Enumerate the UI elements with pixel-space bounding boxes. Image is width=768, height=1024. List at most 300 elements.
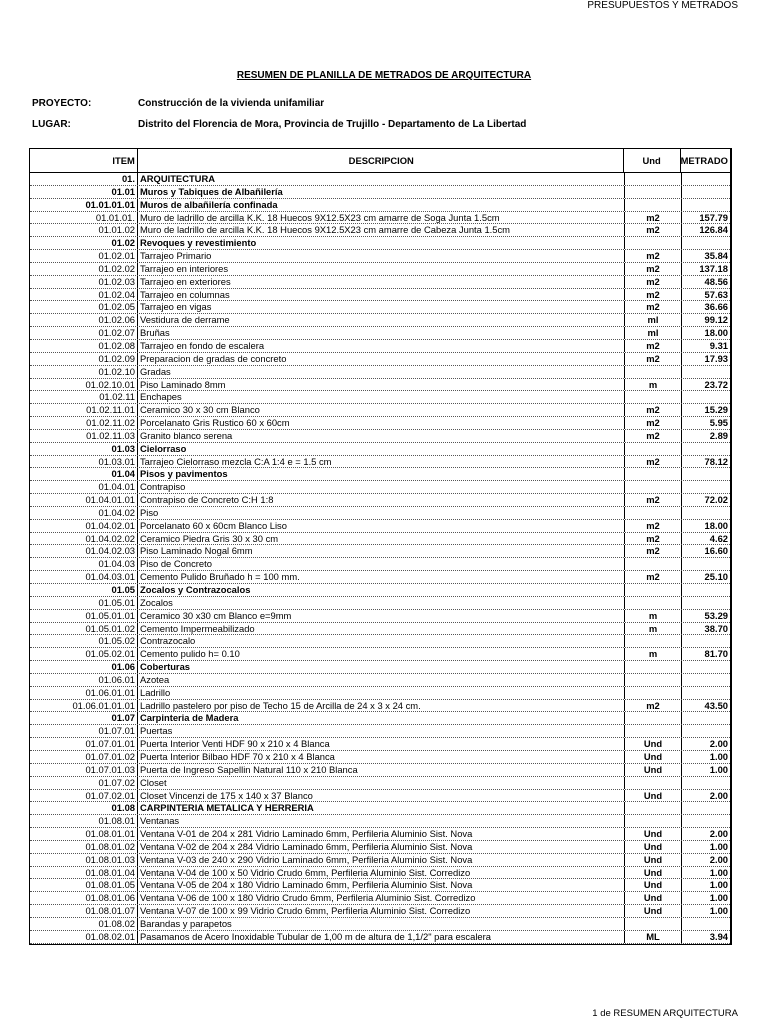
table-row <box>30 250 730 263</box>
place-label: LUGAR: <box>32 119 71 130</box>
cell-metrado: 38.70 <box>704 622 728 634</box>
cell-metrado: 2.00 <box>709 789 728 801</box>
table-row <box>30 468 730 481</box>
cell-und: m <box>625 610 682 622</box>
table-row <box>30 712 730 725</box>
cell-und <box>625 237 682 249</box>
cell-descripcion: Tarrajeo Cielorraso mezcla C:A 1:4 e = 1.5 cm <box>138 456 625 468</box>
cell-item: 01.05.02 <box>30 635 138 647</box>
cell-descripcion: Tarrajeo en columnas <box>138 289 625 301</box>
cell-metrado <box>682 674 730 686</box>
cell-descripcion: Preparacion de gradas de concreto <box>138 353 625 365</box>
cell-descripcion: Tarrajeo Primario <box>138 250 625 262</box>
cell-und: m <box>625 648 682 660</box>
cell-metrado: 18.00 <box>704 327 728 339</box>
cell-descripcion: Closet Vincenzi de 175 x 140 x 37 Blanco <box>138 790 625 802</box>
cell-item: 01.02.02 <box>30 263 138 275</box>
cell-descripcion: Cielorraso <box>138 443 625 455</box>
table-row <box>30 186 730 199</box>
cell-metrado <box>682 173 730 185</box>
cell-descripcion: Contrapiso de Concreto C:H 1:8 <box>138 494 625 506</box>
cell-und: Und <box>625 905 682 917</box>
table-row <box>30 494 730 507</box>
cell-descripcion: Zocalos <box>138 597 625 609</box>
cell-item: 01.04 <box>30 468 138 480</box>
cell-item: 01.08.01.03 <box>30 854 138 866</box>
cell-item: 01.04.03.01 <box>30 571 138 583</box>
cell-und: m <box>625 623 682 635</box>
cell-und: m2 <box>625 571 682 583</box>
cell-und: m2 <box>625 533 682 545</box>
cell-metrado <box>682 687 730 699</box>
col-header-descripcion: DESCRIPCION <box>138 149 624 172</box>
cell-metrado: 99.12 <box>704 314 728 326</box>
cell-metrado <box>682 777 730 789</box>
cell-und: m2 <box>625 289 682 301</box>
cell-und: Und <box>625 854 682 866</box>
cell-und <box>625 635 682 647</box>
cell-descripcion: Puerta Interior Bilbao HDF 70 x 210 x 4 Blanca <box>138 751 625 763</box>
cell-item: 01.02.05 <box>30 301 138 313</box>
cell-item: 01.02 <box>30 237 138 249</box>
table-row <box>30 276 730 289</box>
cell-metrado: 1.00 <box>709 866 728 878</box>
cell-descripcion: CARPINTERIA METALICA Y HERRERIA <box>138 802 625 814</box>
table-row <box>30 289 730 302</box>
cell-descripcion: Puerta Interior Venti HDF 90 x 210 x 4 Blanca <box>138 738 625 750</box>
table-header-row <box>30 149 730 173</box>
table-row <box>30 815 730 828</box>
cell-und <box>625 725 682 737</box>
cell-metrado <box>682 366 730 378</box>
cell-item: 01.02.08 <box>30 340 138 352</box>
cell-item: 01.02.11.03 <box>30 430 138 442</box>
cell-descripcion: Pisos y pavimentos <box>138 468 625 480</box>
cell-descripcion: Barandas y parapetos <box>138 918 625 930</box>
cell-metrado: 2.00 <box>709 828 728 840</box>
cell-descripcion: Puertas <box>138 725 625 737</box>
table-row <box>30 456 730 469</box>
cell-item: 01.01.02 <box>30 224 138 236</box>
cell-metrado: 78.12 <box>704 455 728 467</box>
cell-item: 01.03 <box>30 443 138 455</box>
cell-descripcion: Cemento pulido h= 0.10 <box>138 648 625 660</box>
cell-und <box>625 481 682 493</box>
cell-descripcion: Ventana V-06 de 100 x 180 Vidrio Crudo 6mm, Perfileria Aluminio Sist. Corredizo <box>138 892 625 904</box>
table-row <box>30 610 730 623</box>
cell-metrado: 157.79 <box>699 211 728 223</box>
table-row <box>30 443 730 456</box>
cell-und: ML <box>625 931 682 943</box>
project-label: PROYECTO: <box>32 98 92 109</box>
cell-descripcion: Ventana V-03 de 240 x 290 Vidrio Laminado 6mm, Perfileria Aluminio Sist. Nova <box>138 854 625 866</box>
cell-descripcion: Muro de ladrillo de arcilla K.K. 18 Huecos 9X12.5X23 cm amarre de Cabeza Junta 1.5cm <box>138 224 625 236</box>
cell-descripcion: Ceramico 30 x 30 cm Blanco <box>138 404 625 416</box>
cell-und: m2 <box>625 301 682 313</box>
cell-item: 01.02.04 <box>30 289 138 301</box>
cell-item: 01.05.02.01 <box>30 648 138 660</box>
cell-und <box>625 468 682 480</box>
page-footer: 1 de RESUMEN ARQUITECTURA <box>592 1008 738 1019</box>
cell-descripcion: Zocalos y Contrazocalos <box>138 584 625 596</box>
cell-item: 01.02.10 <box>30 366 138 378</box>
cell-item: 01.05.01.01 <box>30 610 138 622</box>
cell-metrado <box>682 597 730 609</box>
cell-metrado <box>682 507 730 519</box>
cell-und <box>625 366 682 378</box>
cell-metrado: 1.00 <box>709 840 728 852</box>
table-row <box>30 841 730 854</box>
cell-item: 01.02.01 <box>30 250 138 262</box>
cell-item: 01.02.03 <box>30 276 138 288</box>
cell-metrado: 57.63 <box>704 288 728 300</box>
cell-metrado: 48.56 <box>704 275 728 287</box>
cell-descripcion: Coberturas <box>138 661 625 673</box>
cell-item: 01.07.01.03 <box>30 764 138 776</box>
cell-metrado: 43.50 <box>704 699 728 711</box>
cell-metrado <box>682 815 730 827</box>
cell-metrado: 4.62 <box>709 532 728 544</box>
table-row <box>30 623 730 636</box>
table-row <box>30 379 730 392</box>
cell-und: m2 <box>625 456 682 468</box>
table-row <box>30 224 730 237</box>
cell-und <box>625 199 682 211</box>
cell-und: Und <box>625 751 682 763</box>
cell-descripcion: Ventana V-07 de 100 x 99 Vidrio Crudo 6mm, Perfileria Aluminio Sist. Corredizo <box>138 905 625 917</box>
cell-metrado <box>682 391 730 403</box>
table-row <box>30 738 730 751</box>
cell-descripcion: Pasamanos de Acero Inoxidable Tubular de 1,00 m de altura de 1,1/2" para escalera <box>138 931 625 943</box>
cell-metrado: 1.00 <box>709 750 728 762</box>
table-row <box>30 584 730 597</box>
table-row <box>30 892 730 905</box>
cell-metrado <box>682 199 730 211</box>
cell-item: 01.02.11.01 <box>30 404 138 416</box>
cell-metrado: 72.02 <box>704 494 728 506</box>
cell-item: 01.06.01.01.01 <box>30 700 138 712</box>
cell-und: m2 <box>625 250 682 262</box>
table-row <box>30 545 730 558</box>
cell-descripcion: Granito blanco serena <box>138 430 625 442</box>
cell-und: ml <box>625 314 682 326</box>
cell-item: 01.08 <box>30 802 138 814</box>
cell-metrado <box>682 661 730 673</box>
table-row <box>30 687 730 700</box>
cell-und <box>625 558 682 570</box>
cell-und <box>625 687 682 699</box>
cell-descripcion: Tarrajeo en vigas <box>138 301 625 313</box>
cell-metrado: 23.72 <box>704 378 728 390</box>
cell-metrado <box>682 558 730 570</box>
table-row <box>30 340 730 353</box>
cell-und: Und <box>625 879 682 891</box>
cell-und: m2 <box>625 404 682 416</box>
cell-descripcion: Ventana V-02 de 204 x 284 Vidrio Laminado 6mm, Perfileria Aluminio Sist. Nova <box>138 841 625 853</box>
cell-descripcion: Closet <box>138 777 625 789</box>
cell-item: 01.08.01.07 <box>30 905 138 917</box>
cell-metrado <box>682 443 730 455</box>
table-row <box>30 867 730 880</box>
cell-und <box>625 391 682 403</box>
cell-metrado: 17.93 <box>704 352 728 364</box>
cell-item: 01.02.06 <box>30 314 138 326</box>
cell-descripcion: Vestidura de derrame <box>138 314 625 326</box>
table-row <box>30 533 730 546</box>
table-row <box>30 366 730 379</box>
cell-metrado: 35.84 <box>704 250 728 262</box>
cell-item: 01.04.03 <box>30 558 138 570</box>
cell-und <box>625 443 682 455</box>
cell-metrado: 137.18 <box>699 262 728 274</box>
cell-und <box>625 712 682 724</box>
table-row <box>30 520 730 533</box>
cell-descripcion: Carpinteria de Madera <box>138 712 625 724</box>
col-header-und: Und <box>624 149 681 172</box>
cell-item: 01.08.01.02 <box>30 841 138 853</box>
cell-und: m <box>625 379 682 391</box>
metrados-table <box>29 148 732 945</box>
cell-metrado: 2.89 <box>709 429 728 441</box>
cell-descripcion: Azotea <box>138 674 625 686</box>
cell-und <box>625 597 682 609</box>
cell-metrado <box>682 481 730 493</box>
cell-metrado: 1.00 <box>709 879 728 891</box>
cell-item: 01.08.02.01 <box>30 931 138 943</box>
table-row <box>30 635 730 648</box>
cell-item: 01.03.01 <box>30 456 138 468</box>
cell-item: 01.06.01 <box>30 674 138 686</box>
cell-und: m2 <box>625 417 682 429</box>
cell-und: m2 <box>625 520 682 532</box>
cell-descripcion: Enchapes <box>138 391 625 403</box>
place-value: Distrito del Florencia de Mora, Provincia de Trujillo - Departamento de La Libertad <box>138 119 527 130</box>
col-header-item: ITEM <box>30 149 138 172</box>
cell-item: 01.04.02.03 <box>30 545 138 557</box>
cell-descripcion: Muro de ladrillo de arcilla K.K. 18 Huecos 9X12.5X23 cm amarre de Soga Junta 1.5cm <box>138 212 625 224</box>
cell-item: 01.04.02 <box>30 507 138 519</box>
table-row <box>30 597 730 610</box>
cell-metrado: 15.29 <box>704 404 728 416</box>
table-row <box>30 417 730 430</box>
cell-und <box>625 674 682 686</box>
cell-und: Und <box>625 790 682 802</box>
cell-metrado: 2.00 <box>709 738 728 750</box>
cell-descripcion: Ventanas <box>138 815 625 827</box>
cell-metrado: 1.00 <box>709 905 728 917</box>
cell-descripcion: Ventana V-05 de 204 x 180 Vidrio Laminado 6mm, Perfileria Aluminio Sist. Nova <box>138 879 625 891</box>
cell-metrado: 81.70 <box>704 648 728 660</box>
table-row <box>30 199 730 212</box>
cell-und <box>625 815 682 827</box>
cell-metrado <box>682 468 730 480</box>
table-row <box>30 751 730 764</box>
cell-item: 01.07.01.01 <box>30 738 138 750</box>
cell-descripcion: Porcelanato Gris Rustico 60 x 60cm <box>138 417 625 429</box>
cell-item: 01.06 <box>30 661 138 673</box>
cell-und: m2 <box>625 353 682 365</box>
header-section-label: PRESUPUESTOS Y METRADOS <box>587 0 738 11</box>
table-row <box>30 481 730 494</box>
cell-metrado: 3.94 <box>709 930 728 942</box>
cell-und <box>625 584 682 596</box>
cell-metrado: 25.10 <box>704 571 728 583</box>
table-row <box>30 790 730 803</box>
cell-descripcion: Puerta de Ingreso Sapellin Natural 110 x 210 Blanca <box>138 764 625 776</box>
col-header-metrado: METRADO <box>680 155 728 166</box>
cell-descripcion: Revoques y revestimiento <box>138 237 625 249</box>
cell-und: Und <box>625 892 682 904</box>
cell-descripcion: Ladrillo <box>138 687 625 699</box>
cell-metrado: 1.00 <box>709 763 728 775</box>
cell-metrado <box>682 186 730 198</box>
cell-descripcion: Muros y Tabiques de Albañilería <box>138 186 625 198</box>
cell-item: 01.04.02.01 <box>30 520 138 532</box>
cell-item: 01.02.10.01 <box>30 379 138 391</box>
table-row <box>30 802 730 815</box>
table-row <box>30 263 730 276</box>
cell-item: 01.08.01.01 <box>30 828 138 840</box>
table-row <box>30 558 730 571</box>
cell-descripcion: Cemento Impermeabilizado <box>138 623 625 635</box>
table-row <box>30 905 730 918</box>
cell-descripcion: Gradas <box>138 366 625 378</box>
table-row <box>30 674 730 687</box>
cell-metrado: 5.95 <box>709 417 728 429</box>
cell-item: 01.02.11.02 <box>30 417 138 429</box>
cell-metrado <box>682 802 730 814</box>
cell-item: 01.05.01.02 <box>30 623 138 635</box>
cell-und <box>625 186 682 198</box>
cell-descripcion: Cemento Pulido Bruñado h = 100 mm. <box>138 571 625 583</box>
table-row <box>30 237 730 250</box>
cell-descripcion: Piso Laminado 8mm <box>138 379 625 391</box>
cell-item: 01.07 <box>30 712 138 724</box>
cell-descripcion: Ventana V-01 de 204 x 281 Vidrio Laminado 6mm, Perfileria Aluminio Sist. Nova <box>138 828 625 840</box>
cell-item: 01.08.01.05 <box>30 879 138 891</box>
table-row <box>30 404 730 417</box>
cell-und: Und <box>625 738 682 750</box>
table-row <box>30 430 730 443</box>
cell-item: 01.07.02 <box>30 777 138 789</box>
table-row <box>30 314 730 327</box>
cell-descripcion: Muros de albañilería confinada <box>138 199 625 211</box>
cell-und: m2 <box>625 700 682 712</box>
cell-descripcion: Contrazocalo <box>138 635 625 647</box>
cell-descripcion: Ladrillo pastelero por piso de Techo 15 de Arcilla de 24 x 3 x 24 cm. <box>138 700 625 712</box>
table-row <box>30 661 730 674</box>
cell-item: 01.05.01 <box>30 597 138 609</box>
cell-metrado: 1.00 <box>709 892 728 904</box>
cell-item: 01.07.02.01 <box>30 790 138 802</box>
cell-item: 01. <box>30 173 138 185</box>
cell-und: m2 <box>625 494 682 506</box>
cell-metrado: 9.31 <box>709 339 728 351</box>
cell-descripcion: Contrapiso <box>138 481 625 493</box>
cell-und: m2 <box>625 430 682 442</box>
table-row <box>30 931 730 944</box>
table-row <box>30 507 730 520</box>
cell-item: 01.07.01.02 <box>30 751 138 763</box>
cell-und <box>625 173 682 185</box>
cell-metrado <box>682 584 730 596</box>
cell-und: Und <box>625 867 682 879</box>
cell-descripcion: Bruñas <box>138 327 625 339</box>
cell-descripcion: Ceramico Piedra Gris 30 x 30 cm <box>138 533 625 545</box>
cell-und: ml <box>625 327 682 339</box>
table-row <box>30 777 730 790</box>
cell-item: 01.04.02.02 <box>30 533 138 545</box>
cell-metrado <box>682 725 730 737</box>
cell-und <box>625 802 682 814</box>
table-body <box>30 173 730 944</box>
cell-metrado <box>682 712 730 724</box>
cell-item: 01.07.01 <box>30 725 138 737</box>
cell-und <box>625 661 682 673</box>
cell-metrado: 53.29 <box>704 609 728 621</box>
cell-item: 01.02.07 <box>30 327 138 339</box>
cell-metrado: 18.00 <box>704 519 728 531</box>
table-row <box>30 327 730 340</box>
cell-item: 01.08.01.06 <box>30 892 138 904</box>
cell-metrado <box>682 237 730 249</box>
table-row <box>30 391 730 404</box>
cell-descripcion: Piso Laminado Nogal 6mm <box>138 545 625 557</box>
cell-descripcion: Porcelanato 60 x 60cm Blanco Liso <box>138 520 625 532</box>
cell-und: m2 <box>625 545 682 557</box>
cell-metrado: 2.00 <box>709 853 728 865</box>
cell-item: 01.05 <box>30 584 138 596</box>
cell-und: m2 <box>625 276 682 288</box>
cell-und <box>625 777 682 789</box>
cell-item: 01.04.01.01 <box>30 494 138 506</box>
table-row <box>30 879 730 892</box>
cell-item: 01.08.02 <box>30 918 138 930</box>
project-line <box>32 98 324 109</box>
table-row <box>30 854 730 867</box>
cell-und: m2 <box>625 263 682 275</box>
cell-item: 01.01.01.01 <box>30 199 138 211</box>
cell-item: 01.04.01 <box>30 481 138 493</box>
place-line <box>32 119 526 130</box>
table-row <box>30 725 730 738</box>
cell-und: m2 <box>625 212 682 224</box>
project-value: Construcción de la vivienda unifamiliar <box>138 98 325 109</box>
cell-descripcion: Tarrajeo en exteriores <box>138 276 625 288</box>
cell-item: 01.02.09 <box>30 353 138 365</box>
cell-und <box>625 918 682 930</box>
cell-descripcion: Ventana V-04 de 100 x 50 Vidrio Crudo 6mm, Perfileria Aluminio Sist. Corredizo <box>138 867 625 879</box>
cell-item: 01.08.01 <box>30 815 138 827</box>
cell-item: 01.01 <box>30 186 138 198</box>
table-row <box>30 828 730 841</box>
table-row <box>30 173 730 186</box>
table-row <box>30 918 730 931</box>
table-row <box>30 648 730 661</box>
cell-descripcion: Ceramico 30 x30 cm Blanco e=9mm <box>138 610 625 622</box>
cell-und: Und <box>625 828 682 840</box>
cell-und: Und <box>625 841 682 853</box>
cell-metrado: 36.66 <box>704 301 728 313</box>
cell-descripcion: ARQUITECTURA <box>138 173 625 185</box>
cell-metrado <box>682 918 730 930</box>
cell-und: m2 <box>625 224 682 236</box>
cell-und: m2 <box>625 340 682 352</box>
cell-descripcion: Piso <box>138 507 625 519</box>
table-row <box>30 301 730 314</box>
document-title: RESUMEN DE PLANILLA DE METRADOS DE ARQUITECTURA <box>236 70 532 81</box>
cell-item: 01.06.01.01 <box>30 687 138 699</box>
